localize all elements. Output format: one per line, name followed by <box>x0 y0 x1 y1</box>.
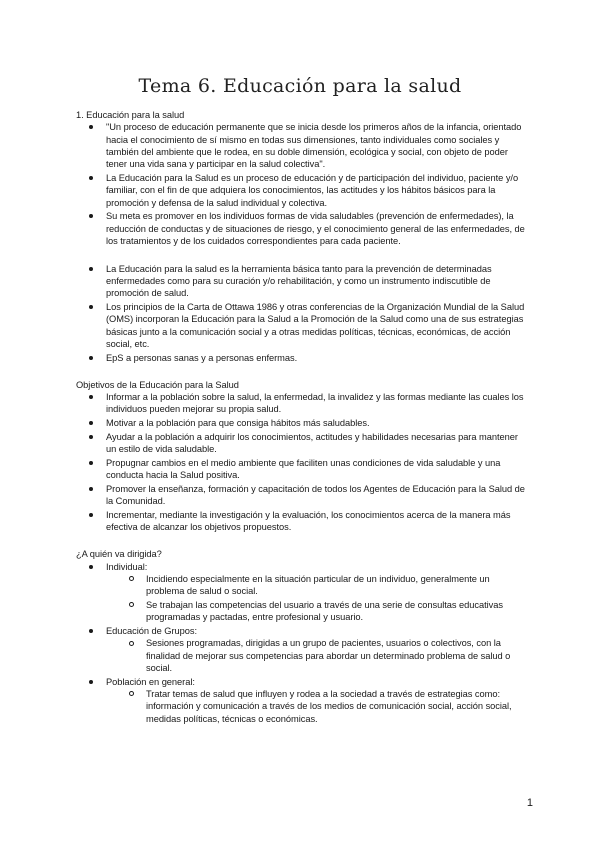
list-item: Propugnar cambios en el medio ambiente que faciliten unas condiciones de vida saludable y una conducta hacia la Salud positiva. <box>76 457 530 482</box>
education-list <box>76 121 530 247</box>
list-item: Su meta es promover en los individuos formas de vida saludables (prevención de enfermedades), la reducción de conductas y de situaciones de riesgo, y el conocimiento general de las enfermedades, de los tratamientos y de los cuidados correspondientes para cada paciente. <box>76 210 530 247</box>
objectives-list <box>76 391 530 534</box>
list-item: Ayudar a la población a adquirir los conocimientos, actitudes y habilidades necesarias para mantener un estilo de vida saludable. <box>76 431 530 456</box>
list-item: EpS a personas sanas y a personas enfermas. <box>76 352 530 364</box>
audience-list <box>76 561 530 725</box>
list-item: Incrementar, mediante la investigación y la evaluación, los conocimientos acerca de la manera más efectiva de alcanzar los objetivos propuestos. <box>76 509 530 534</box>
sub-list <box>106 637 530 674</box>
section-heading-objectives: Objetivos de la Educación para la Salud <box>76 379 239 390</box>
sub-list <box>106 688 530 725</box>
group-label: Población en general: <box>106 676 195 687</box>
sub-list-item: Tratar temas de salud que influyen y rodea a la sociedad a través de estrategias como: información y comunicación a través de los medios de comunicación social, acción social, medidas políticas, técnicas o económicas. <box>106 688 530 725</box>
audience-group-groups <box>76 625 530 674</box>
sub-list-item: Se trabajan las competencias del usuario a través de una serie de consultas educativas programadas y pactadas, entre profesional y usuario. <box>106 599 530 624</box>
list-item: La Educación para la Salud es un proceso de educación y de participación del individuo, paciente y/o familiar, con el fin de que adquiera los conocimientos, las actitudes y los hábitos básicos para la promoción y defensa de la salud individual y colectiva. <box>76 172 530 209</box>
audience-group-individual <box>76 561 530 624</box>
page-number: 1 <box>526 797 533 809</box>
list-item: La Educación para la salud es la herramienta básica tanto para la prevención de determinadas enfermedades como para su curación y/o rehabilitación, y como un instrumento indiscutible de promoción de salud. <box>76 263 530 300</box>
group-label: Educación de Grupos: <box>106 625 197 636</box>
education-list-continued <box>76 263 530 364</box>
list-item: "Un proceso de educación permanente que se inicia desde los primeros años de la infancia, orientado hacia el conocimiento de sí mismo en todas sus dimensiones, tanto individuales como sociales y también del ambiente que le rodea, en su doble dimensión, ecológica y social, con objeto de poder tener una vida sana y participar en la salud colectiva". <box>76 121 530 170</box>
sub-list-item: Sesiones programadas, dirigidas a un grupo de pacientes, usuarios o colectivos, con la finalidad de mejorar sus competencias para abordar un determinado problema de salud o social. <box>106 637 530 674</box>
section-heading-education: 1. Educación para la salud <box>76 110 185 120</box>
list-item: Los principios de la Carta de Ottawa 1986 y otras conferencias de la Organización Mundial de la Salud (OMS) incorporan la Educación para la Salud a la Promoción de la Salud como una de sus estrategias básicas junto a la comunicación social y a otras medidas políticas, técnicas, económicas, de acción social, etc. <box>76 301 530 350</box>
section-heading-audience: ¿A quién va dirigida? <box>76 549 162 560</box>
document-body <box>76 109 530 726</box>
sub-list <box>106 573 530 624</box>
page-title: Tema 6. Educación para la salud <box>138 75 462 97</box>
list-item: Promover la enseñanza, formación y capacitación de todos los Agentes de Educación para la Salud de la Comunidad. <box>76 483 530 508</box>
list-item: Informar a la población sobre la salud, la enfermedad, la invalidez y las formas mediante las cuales los individuos pueden mejorar su propia salud. <box>76 391 530 416</box>
list-item: Motivar a la población para que consiga hábitos más saludables. <box>76 417 530 429</box>
group-label: Individual: <box>106 561 148 572</box>
audience-group-population <box>76 676 530 725</box>
sub-list-item: Incidiendo especialmente en la situación particular de un individuo, generalmente un problema de salud o social. <box>106 573 530 598</box>
